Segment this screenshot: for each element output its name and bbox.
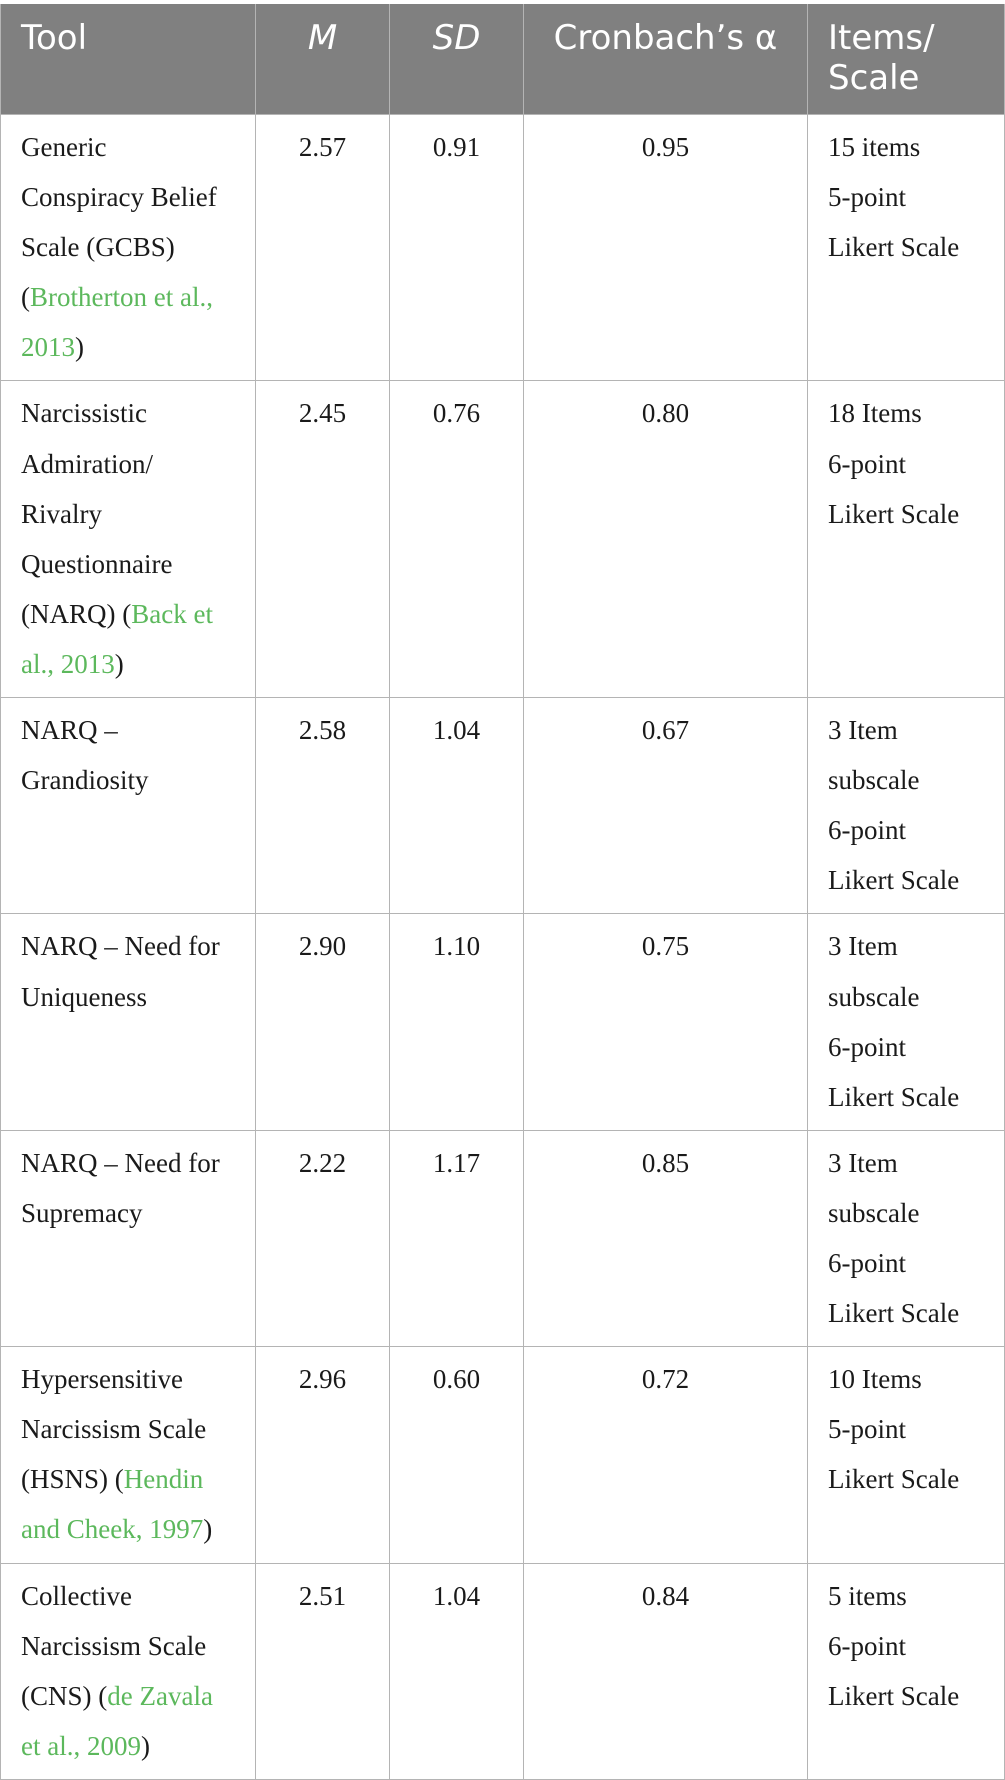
items-scale-line: subscale [828,1197,920,1228]
table-header [1,4,1005,115]
items-scale-line: Likert Scale [828,232,960,263]
table-row [1,381,1005,698]
cell-alpha: 0.85 [524,1130,808,1346]
tool-name: Hypersensitive Narcissism Scale (HSNS) ( [21,1364,207,1495]
cell-sd: 1.04 [390,698,524,914]
items-scale-line: Likert Scale [828,1680,960,1711]
table-body [1,115,1005,1780]
header-scale-label: Scale [828,58,920,98]
tool-name: NARQ – Grandiosity [21,715,149,796]
reference-link[interactable]: de Zavala et al., 2009 [21,1680,213,1761]
items-scale-line: 18 Items [828,398,922,429]
cell-items-scale [808,115,1005,381]
reference-link[interactable]: Brotherton et al., 2013 [21,282,213,363]
cell-items-scale [808,1347,1005,1563]
header-tool [1,4,256,115]
table-row [1,115,1005,381]
cell-sd: 1.17 [390,1130,524,1346]
items-scale-line: subscale [828,981,920,1012]
header-items-scale [808,4,1005,115]
cell-sd: 0.60 [390,1347,524,1563]
items-scale-line: Likert Scale [828,498,960,529]
cell-items-scale [808,1130,1005,1346]
items-scale-line: 6-point [828,815,906,846]
table-row [1,1563,1005,1779]
cell-mean: 2.22 [256,1130,390,1346]
cell-items-scale [808,698,1005,914]
reference-link[interactable]: Back et al., 2013 [21,598,213,679]
cell-tool [1,1563,256,1779]
cell-sd: 1.10 [390,914,524,1130]
items-scale-line: Likert Scale [828,1081,960,1112]
tool-name: Generic Conspiracy Belief Scale (GCBS) ( [21,132,217,313]
tool-name: Narcissistic Admiration/ Rivalry Questionnaire (NARQ) ( [21,398,173,629]
cell-items-scale [808,381,1005,698]
cell-sd: 0.76 [390,381,524,698]
cell-alpha: 0.75 [524,914,808,1130]
cell-mean: 2.90 [256,914,390,1130]
cell-mean: 2.96 [256,1347,390,1563]
header-tool-label: Tool [21,18,88,58]
cell-tool [1,381,256,698]
items-scale-line: 6-point [828,448,906,479]
items-scale-line: Likert Scale [828,1464,960,1495]
cell-mean: 2.58 [256,698,390,914]
table-row [1,1130,1005,1346]
header-mean-label: M [307,18,338,58]
cell-sd: 1.04 [390,1563,524,1779]
cell-tool [1,1130,256,1346]
items-scale-line: 3 Item [828,1147,898,1178]
tool-name-suffix: ) [140,1730,150,1761]
header-sd [390,4,524,115]
cell-alpha: 0.80 [524,381,808,698]
cell-alpha: 0.95 [524,115,808,381]
tool-name: Collective Narcissism Scale (CNS) ( [21,1580,207,1711]
items-scale-line: 6-point [828,1031,906,1062]
tool-name-suffix: ) [114,648,124,679]
items-scale-line: 15 items [828,132,921,162]
tool-name-suffix: ) [75,332,84,363]
items-scale-line: subscale [828,765,920,796]
items-scale-line: Likert Scale [828,1298,960,1329]
header-sd-label: SD [432,18,481,58]
items-scale-line: 10 Items [828,1364,922,1395]
items-scale-line: 6-point [828,1247,906,1278]
table-row [1,1347,1005,1563]
measures-table [0,4,1005,1780]
items-scale-line: 6-point [828,1630,906,1661]
items-scale-line: 5-point [828,182,906,213]
cell-sd: 0.91 [390,115,524,381]
cell-tool [1,115,256,381]
header-alpha-label: Cronbach’s α [553,18,778,58]
cell-mean: 2.57 [256,115,390,381]
items-scale-line: 3 Item [828,931,898,962]
cell-mean: 2.45 [256,381,390,698]
cell-items-scale [808,914,1005,1130]
cell-alpha: 0.67 [524,698,808,914]
reference-link[interactable]: Hendin and Cheek, 1997 [21,1464,204,1545]
items-scale-line: 5-point [828,1414,906,1445]
cell-tool [1,698,256,914]
table-row [1,698,1005,914]
cell-mean: 2.51 [256,1563,390,1779]
header-alpha [524,4,808,115]
cell-tool [1,914,256,1130]
tool-name: NARQ – Need for Uniqueness [21,931,220,1012]
table-row [1,914,1005,1130]
items-scale-line: Likert Scale [828,865,960,896]
tool-name: NARQ – Need for Supremacy [21,1147,220,1228]
cell-alpha: 0.72 [524,1347,808,1563]
tool-name-suffix: ) [203,1514,213,1545]
cell-items-scale [808,1563,1005,1779]
items-scale-line: 3 Item [828,715,898,746]
header-items-label: Items/ [828,18,935,58]
cell-tool [1,1347,256,1563]
cell-alpha: 0.84 [524,1563,808,1779]
header-mean [256,4,390,115]
items-scale-line: 5 items [828,1580,907,1611]
header-row [1,4,1005,115]
